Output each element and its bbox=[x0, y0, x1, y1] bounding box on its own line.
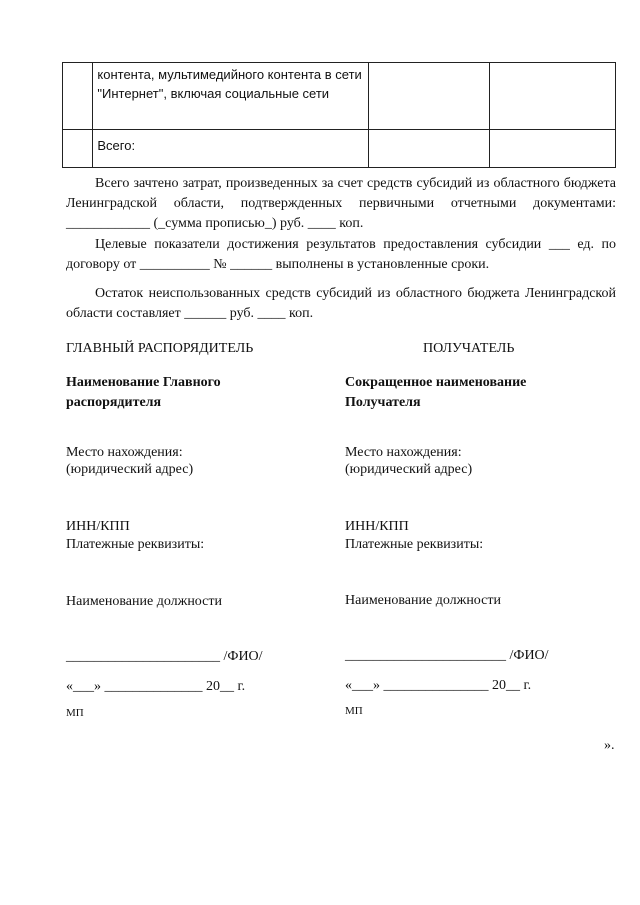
right-location-label: Место нахождения: bbox=[345, 445, 462, 460]
left-stamp-label: МП bbox=[66, 707, 84, 719]
table-cell-number bbox=[63, 130, 93, 168]
paragraph-remainder: Остаток неиспользованных средств субсидий из областного бюджета Ленинградской области составляет ______ руб. ____ коп. bbox=[66, 286, 616, 321]
left-name: Наименование Главного распорядителя bbox=[66, 375, 221, 410]
right-heading: ПОЛУЧАТЕЛЬ bbox=[423, 341, 515, 356]
left-signature-line: ______________________ /ФИО/ bbox=[66, 649, 263, 664]
table-cell-description: контента, мультимедийного контента в сети "Интернет", включая социальные сети bbox=[93, 63, 369, 130]
right-date-line: «___» _______________ 20__ г. bbox=[345, 678, 532, 693]
left-bank-label: Платежные реквизиты: bbox=[66, 537, 205, 552]
left-inn-label: ИНН/КПП bbox=[66, 519, 130, 534]
table-row-total bbox=[63, 130, 616, 168]
right-name: Сокращенное наименование Получателя bbox=[345, 375, 527, 410]
table-cell-value bbox=[489, 63, 615, 130]
right-bank-label: Платежные реквизиты: bbox=[345, 537, 484, 552]
right-signature-line: _______________________ /ФИО/ bbox=[345, 648, 549, 663]
table-cell-value bbox=[489, 130, 615, 168]
left-address-label: (юридический адрес) bbox=[66, 462, 194, 477]
paragraph-total-expenses: Всего зачтено затрат, произведенных за счет средств субсидий из областного бюджета Ленинградской области, подтвержденных первичными отчетными документами: ____________ (_сумма прописью_) руб. ____ коп. bbox=[66, 176, 616, 231]
table-cell-value bbox=[369, 130, 490, 168]
right-position-label: Наименование должности bbox=[345, 593, 501, 608]
right-stamp-label: МП bbox=[345, 705, 363, 717]
table-row bbox=[63, 63, 616, 130]
left-position-label: Наименование должности bbox=[66, 594, 222, 609]
closing-quote: ». bbox=[604, 738, 615, 753]
table-cell-number bbox=[63, 63, 93, 130]
left-date-line: «___» ______________ 20__ г. bbox=[66, 679, 246, 694]
left-location-label: Место нахождения: bbox=[66, 445, 183, 460]
paragraph-targets: Целевые показатели достижения результатов предоставления субсидии ___ ед. по договору от __________ № ______ выполнены в установленные сроки. bbox=[66, 237, 616, 272]
expense-table bbox=[62, 62, 616, 168]
table-cell-value bbox=[369, 63, 490, 130]
left-heading: ГЛАВНЫЙ РАСПОРЯДИТЕЛЬ bbox=[66, 341, 254, 356]
right-address-label: (юридический адрес) bbox=[345, 462, 473, 477]
table-cell-total-label: Всего: bbox=[93, 130, 369, 168]
right-inn-label: ИНН/КПП bbox=[345, 519, 409, 534]
